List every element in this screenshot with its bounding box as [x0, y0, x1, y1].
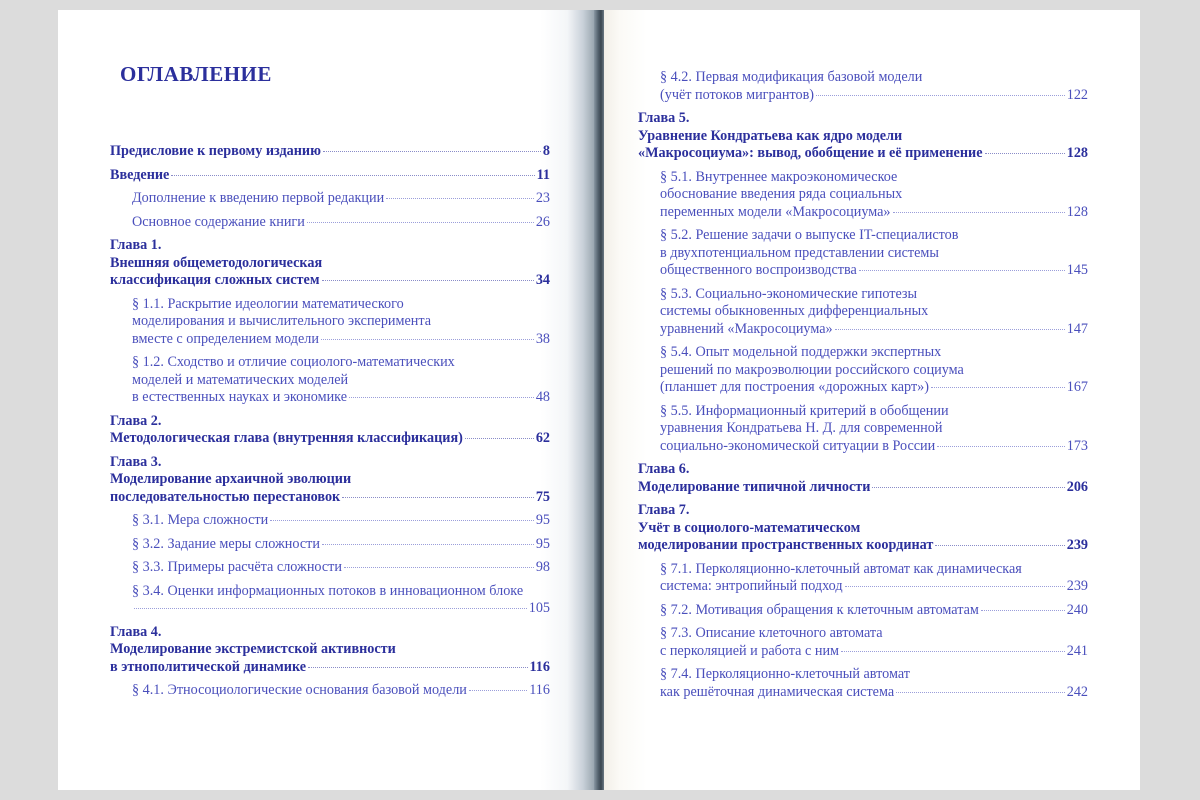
toc-entry-last-line — [110, 430, 550, 448]
page-number: 206 — [1066, 478, 1088, 495]
toc-section-entry[interactable] — [110, 536, 550, 554]
page-number: 8 — [542, 143, 550, 159]
toc-entry-line: § 5.3. Социально-экономические гипотезы — [660, 285, 918, 302]
dot-leader — [465, 438, 534, 439]
page-number: 241 — [1066, 642, 1088, 659]
toc-section-entry[interactable] — [110, 682, 550, 700]
toc-entry-title: в этнополитической динамике — [110, 658, 307, 675]
toc-entry-title: Введение — [110, 166, 170, 183]
page-number: 105 — [528, 600, 550, 616]
toc-entry-line: Глава 4. — [110, 623, 162, 640]
toc-entry-line: Глава 2. — [110, 412, 162, 429]
page-number: 240 — [1066, 601, 1088, 618]
toc-entry-title: Предисловие к первому изданию — [110, 143, 321, 159]
toc-entry-last-line — [110, 143, 550, 161]
toc-entry-last-line — [660, 578, 1088, 596]
toc-entry-line: § 5.5. Информационный критерий в обобщении — [660, 402, 949, 419]
toc-section-entry[interactable] — [638, 344, 1088, 397]
page-number: 23 — [535, 190, 550, 206]
dot-leader — [816, 95, 1065, 96]
toc-entry-last-line — [638, 479, 1088, 497]
toc-entry-line: Глава 6. — [638, 461, 690, 477]
toc-chapter-entry[interactable] — [638, 502, 1088, 555]
page-number: 62 — [535, 430, 550, 446]
dot-leader — [349, 397, 534, 398]
toc-entry-line: Глава 7. — [638, 502, 690, 518]
dot-leader — [859, 270, 1065, 271]
page-number: 95 — [535, 535, 550, 552]
dot-leader — [841, 651, 1065, 652]
toc-entry-line: § 7.3. Описание клеточного автомата — [660, 625, 883, 641]
toc-entry-title: Основное содержание книги — [132, 213, 305, 230]
toc-entry-title: Дополнение к введению первой редакции — [132, 190, 385, 206]
toc-entry-title: как решёточная динамическая система — [660, 683, 895, 700]
toc-entry-line: Учёт в социолого-математическом — [638, 519, 861, 536]
toc-section-entry[interactable] — [110, 296, 550, 349]
toc-entry-title: последовательностью перестановок — [110, 488, 341, 505]
dot-leader — [321, 339, 534, 340]
toc-chapter-entry[interactable] — [110, 454, 550, 507]
toc-entry-last-line — [132, 512, 550, 530]
toc-entry-title: «Макросоциума»: вывод, обобщение и её применение — [638, 145, 983, 161]
toc-entry-line: § 3.4. Оценки информационных потоков в инновационном блоке — [132, 582, 524, 599]
toc-entry-title: общественного воспроизводства — [660, 262, 857, 278]
toc-chapter-entry[interactable] — [110, 167, 550, 185]
toc-entry-line: § 5.2. Решение задачи о выпуске IT-специалистов — [660, 227, 959, 243]
toc-entry-last-line — [110, 489, 550, 507]
toc-section-entry[interactable] — [638, 561, 1088, 596]
toc-entry-line: § 5.1. Внутреннее макроэкономическое — [660, 168, 898, 185]
page-number: 48 — [535, 389, 550, 405]
page-number: 38 — [535, 330, 550, 347]
toc-section-entry[interactable] — [638, 625, 1088, 660]
dot-leader — [342, 497, 534, 498]
toc-title: ОГЛАВЛЕНИЕ — [120, 62, 272, 86]
toc-entry-last-line — [132, 331, 550, 349]
page-number: 239 — [1066, 537, 1088, 553]
page-number: 98 — [535, 559, 550, 575]
page-number: 128 — [1066, 203, 1088, 220]
page-number: 147 — [1066, 320, 1088, 337]
dot-leader — [322, 544, 534, 545]
toc-left-column — [110, 143, 550, 706]
toc-entry-line: решений по макроэволюции российского социума — [660, 361, 964, 378]
toc-entry-title: уравнений «Макросоциума» — [660, 320, 833, 337]
toc-entry-last-line — [110, 167, 550, 185]
toc-entry-title: (планшет для построения «дорожных карт») — [660, 379, 929, 395]
toc-entry-line: § 7.1. Перколяционно-клеточный автомат как динамическая — [660, 560, 1022, 577]
toc-entry-last-line — [110, 659, 550, 677]
dot-leader — [322, 280, 534, 281]
toc-entry-line: § 1.1. Раскрытие идеологии математического — [132, 295, 404, 312]
toc-section-entry[interactable] — [638, 666, 1088, 701]
page-number: 122 — [1066, 86, 1088, 103]
page-number: 242 — [1066, 683, 1088, 700]
toc-entry-last-line — [132, 559, 550, 577]
toc-entry-last-line — [660, 643, 1088, 661]
page-number: 34 — [535, 272, 550, 288]
toc-entry-last-line — [660, 87, 1088, 105]
toc-entry-title: система: энтропийный подход — [660, 578, 843, 594]
toc-entry-title: § 3.3. Примеры расчёта сложности — [132, 559, 342, 575]
toc-entry-last-line — [660, 684, 1088, 702]
toc-chapter-entry[interactable] — [110, 143, 550, 161]
toc-section-entry[interactable] — [638, 286, 1088, 339]
toc-entry-last-line — [132, 214, 550, 232]
toc-entry-line: уравнения Кондратьева Н. Д. для современной — [660, 420, 943, 436]
toc-entry-title: Моделирование типичной личности — [638, 478, 871, 495]
dot-leader — [893, 212, 1065, 213]
dot-leader — [344, 567, 534, 568]
toc-section-entry[interactable] — [110, 512, 550, 530]
toc-section-entry[interactable] — [638, 403, 1088, 456]
toc-entry-last-line — [132, 190, 550, 208]
toc-entry-line: Моделирование экстремистской активности — [110, 641, 396, 657]
toc-section-entry[interactable] — [110, 583, 550, 618]
toc-entry-title: § 3.2. Задание меры сложности — [132, 535, 320, 552]
dot-leader — [931, 387, 1065, 388]
page-number: 26 — [535, 213, 550, 230]
dot-leader — [270, 520, 534, 521]
toc-entry-line: Глава 1. — [110, 237, 162, 253]
toc-entry-last-line — [132, 389, 550, 407]
toc-entry-title: моделировании пространственных координат — [638, 537, 934, 553]
toc-entry-line: § 7.4. Перколяционно-клеточный автомат — [660, 666, 910, 682]
toc-chapter-entry[interactable] — [638, 110, 1088, 163]
toc-chapter-entry[interactable] — [110, 624, 550, 677]
toc-right-column — [638, 69, 1088, 707]
dot-leader — [896, 692, 1065, 693]
toc-entry-last-line — [638, 537, 1088, 555]
toc-section-entry[interactable] — [638, 227, 1088, 280]
book-spread — [58, 10, 1140, 790]
page-number: 239 — [1066, 578, 1088, 594]
page-number: 145 — [1066, 262, 1088, 278]
toc-entry-line: § 4.2. Первая модификация базовой модели — [660, 69, 923, 85]
dot-leader — [308, 667, 527, 668]
toc-entry-last-line — [132, 536, 550, 554]
toc-entry-last-line — [132, 682, 550, 700]
page-number: 167 — [1066, 379, 1088, 395]
toc-section-entry[interactable] — [638, 69, 1088, 104]
toc-chapter-entry[interactable] — [110, 237, 550, 290]
dot-leader — [323, 151, 541, 152]
toc-entry-line: Внешняя общеметодологическая — [110, 254, 323, 271]
right-page — [604, 10, 1140, 790]
dot-leader — [835, 329, 1065, 330]
toc-entry-title: социально-экономической ситуации в России — [660, 437, 936, 454]
toc-entry-line: в двухпотенциальном представлении системы — [660, 244, 939, 261]
toc-entry-last-line — [110, 272, 550, 290]
toc-section-entry[interactable] — [638, 169, 1088, 222]
toc-entry-title: Методологическая глава (внутренняя классификация) — [110, 430, 463, 446]
page-number: 116 — [529, 682, 550, 698]
toc-entry-title: классификация сложных систем — [110, 272, 320, 288]
toc-section-entry[interactable] — [110, 190, 550, 208]
dot-leader — [845, 586, 1065, 587]
toc-entry-line: § 1.2. Сходство и отличие социолого-математических — [132, 354, 455, 370]
toc-entry-line: обоснование введения ряда социальных — [660, 186, 903, 202]
dot-leader — [171, 175, 534, 176]
toc-entry-line: системы обыкновенных дифференциальных — [660, 303, 929, 319]
toc-entry-line: Глава 5. — [638, 110, 690, 126]
toc-entry-line: Глава 3. — [110, 453, 162, 470]
toc-entry-title: вместе с определением модели — [132, 330, 319, 347]
page-number: 11 — [536, 166, 550, 183]
toc-entry-title: (учёт потоков мигрантов) — [660, 86, 815, 103]
toc-entry-last-line — [660, 321, 1088, 339]
toc-section-entry[interactable] — [110, 354, 550, 407]
toc-entry-line: Уравнение Кондратьева как ядро модели — [638, 127, 903, 144]
book-spine — [594, 10, 604, 790]
dot-leader — [307, 222, 534, 223]
toc-entry-last-line — [660, 379, 1088, 397]
toc-entry-line: моделей и математических моделей — [132, 371, 349, 388]
dot-leader — [134, 608, 527, 609]
toc-entry-last-line — [132, 600, 550, 618]
toc-entry-last-line — [660, 262, 1088, 280]
dot-leader — [469, 690, 527, 691]
toc-entry-last-line — [638, 145, 1088, 163]
toc-entry-title: § 4.1. Этносоциологические основания базовой модели — [132, 682, 467, 698]
dot-leader — [937, 446, 1064, 447]
toc-entry-title: в естественных науках и экономике — [132, 389, 348, 405]
page-number: 128 — [1066, 145, 1088, 161]
page-number: 173 — [1066, 437, 1088, 454]
toc-entry-line: Моделирование архаичной эволюции — [110, 471, 352, 487]
dot-leader — [985, 153, 1065, 154]
toc-entry-title: с перколяцией и работа с ним — [660, 642, 840, 659]
toc-entry-line: моделирования и вычислительного эксперимента — [132, 313, 432, 329]
dot-leader — [935, 545, 1064, 546]
page-number: 95 — [535, 512, 550, 528]
dot-leader — [872, 487, 1064, 488]
toc-entry-title: переменных модели «Макросоциума» — [660, 203, 891, 220]
toc-section-entry[interactable] — [110, 559, 550, 577]
toc-entry-last-line — [660, 204, 1088, 222]
toc-section-entry[interactable] — [638, 602, 1088, 620]
page-number: 75 — [535, 488, 550, 505]
toc-entry-last-line — [660, 602, 1088, 620]
toc-section-entry[interactable] — [110, 214, 550, 232]
toc-entry-title: § 7.2. Мотивация обращения к клеточным автоматам — [660, 601, 979, 618]
toc-entry-last-line — [660, 438, 1088, 456]
toc-entry-line: § 5.4. Опыт модельной поддержки экспертных — [660, 344, 942, 360]
toc-entry-title: § 3.1. Мера сложности — [132, 512, 269, 528]
left-page — [58, 10, 594, 790]
dot-leader — [981, 610, 1065, 611]
toc-chapter-entry[interactable] — [110, 413, 550, 448]
page-number: 116 — [529, 658, 550, 675]
toc-chapter-entry[interactable] — [638, 461, 1088, 496]
dot-leader — [386, 198, 534, 199]
